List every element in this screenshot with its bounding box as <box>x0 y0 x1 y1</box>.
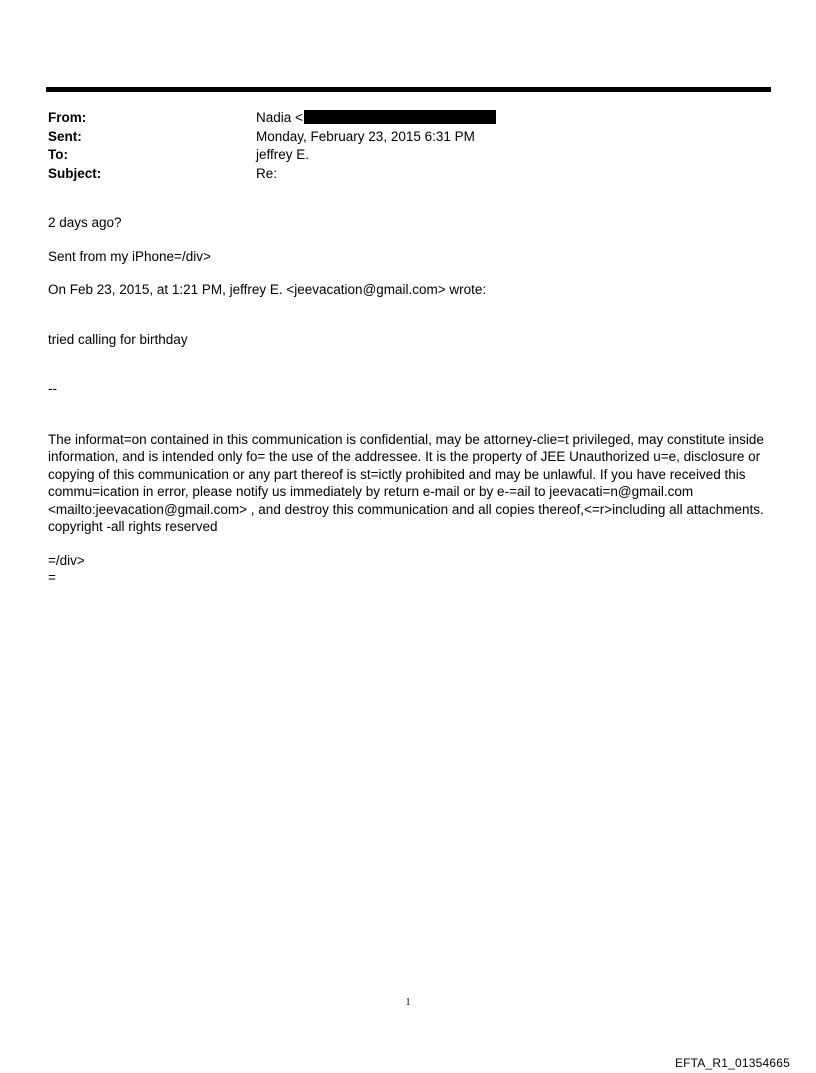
quoted-header: On Feb 23, 2015, at 1:21 PM, jeffrey E. <jeevacation@gmail.com> wrote: <box>48 282 487 297</box>
sent-label: Sent: <box>48 128 82 144</box>
subject-label: Subject: <box>48 165 102 181</box>
sent-value: Monday, February 23, 2015 6:31 PM <box>256 128 475 144</box>
subject-row <box>48 165 496 184</box>
from-value <box>256 109 496 128</box>
body-line: 2 days ago? <box>48 215 122 230</box>
quoted-message: tried calling for birthday <box>48 331 188 347</box>
email-body <box>48 214 768 587</box>
to-value: jeffrey E. <box>256 147 310 162</box>
subject-value: Re: <box>256 165 278 181</box>
from-sender: Nadia < <box>256 110 303 125</box>
bates-number: EFTA_R1_01354665 <box>674 1056 790 1070</box>
email-header <box>48 109 496 183</box>
header-rule <box>46 87 771 92</box>
to-row <box>48 146 496 165</box>
disclaimer: The informat=on contained in this communication is confidential, may be attorney-clie=t privileged, may constitute inside information, and is intended only fo= the use of the addressee. It is the property of JEE Unauthorized u=e, disclosure or copying of this communication or any part thereof is st=ictly prohibited and may be unlawful. If you have received this commu=ication in error, please notify us immediately by return e-mail or by e-=ail to jeevacati=n@gmail.com <mailto:jeevacation@gmail.com> , and destroy this communication and all copies thereof,<=r>including all attachments. copyright -all rights reserved <box>48 431 768 534</box>
from-label: From: <box>48 110 87 125</box>
separator: -- <box>48 381 57 396</box>
page-number: 1 <box>405 997 411 1008</box>
to-label: To: <box>48 147 68 162</box>
trailing-markup: =/div> <box>48 552 85 568</box>
from-row <box>48 109 496 128</box>
sent-row <box>48 128 496 147</box>
signature-line: Sent from my iPhone=/div> <box>48 248 211 264</box>
trailing-markup: = <box>48 570 56 585</box>
redaction-block <box>304 110 496 124</box>
